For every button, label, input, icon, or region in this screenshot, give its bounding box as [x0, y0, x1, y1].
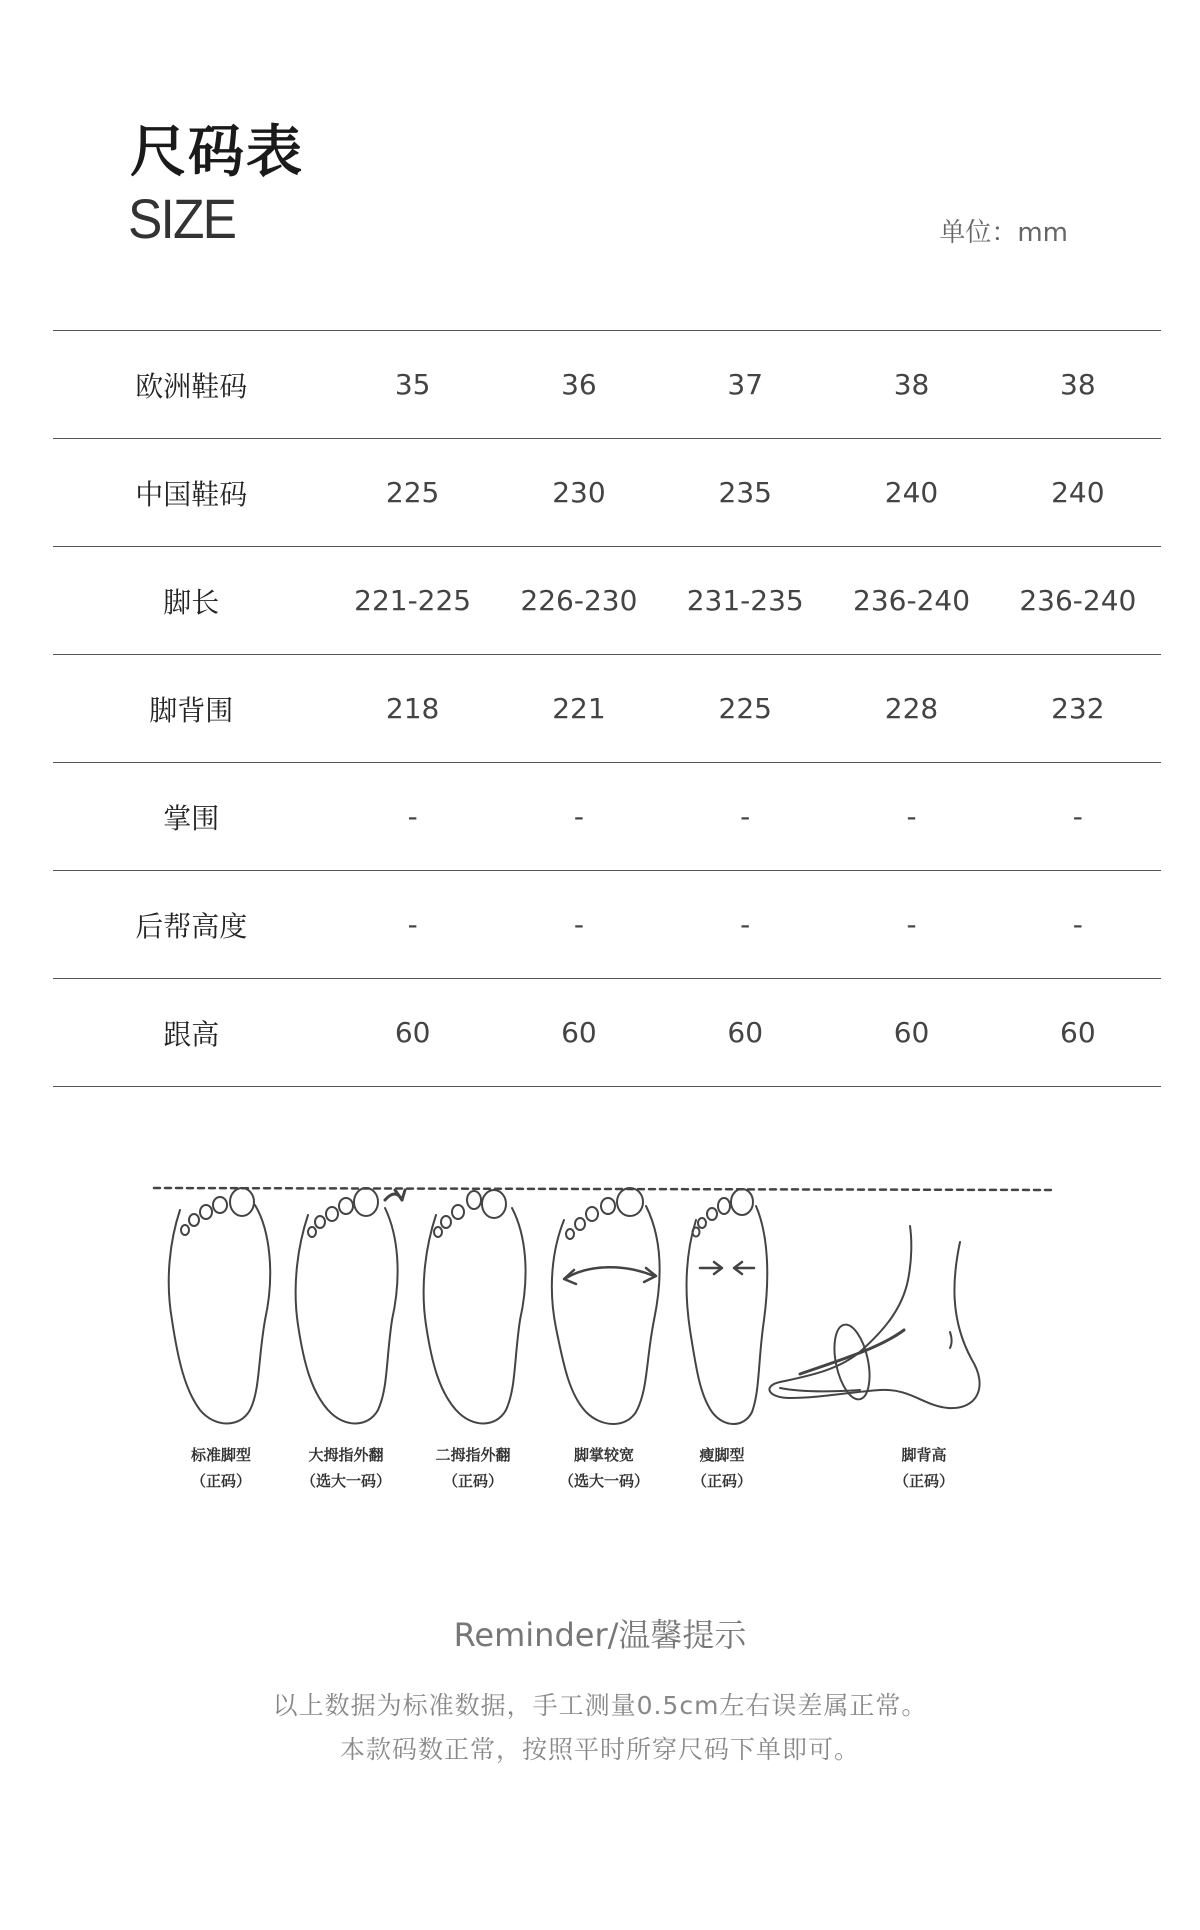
foot-type-note: （选大一码）: [300, 1472, 391, 1490]
foot-type-name: 二拇指外翻: [435, 1446, 511, 1464]
narrow-foot-icon: [687, 1189, 768, 1424]
reminder-title: Reminder/温馨提示: [453, 1616, 747, 1654]
foot-type-name: 大拇指外翻: [308, 1446, 384, 1464]
foot-caption-second-toe: [413, 1442, 533, 1494]
table-cell: 230: [552, 476, 606, 509]
foot-type-note: （正码）: [190, 1472, 251, 1490]
table-cell: 236-240: [1019, 584, 1137, 617]
table-cell: 240: [1051, 476, 1105, 509]
table-cell: 60: [394, 1016, 431, 1049]
page-subtitle: SIZE: [128, 187, 236, 250]
table-row: [53, 655, 1161, 763]
wide-foot-icon: [552, 1188, 660, 1424]
table-row: [53, 547, 1161, 655]
table-cell: -: [906, 908, 917, 941]
table-cell: 232: [1051, 692, 1105, 725]
foot-caption-bunion: [286, 1442, 406, 1494]
table-cell: -: [407, 800, 418, 833]
foot-caption-narrow: [662, 1442, 782, 1494]
foot-type-name: 标准脚型: [190, 1446, 251, 1464]
table-cell: 218: [385, 692, 440, 725]
foot-type-note: （正码）: [691, 1472, 752, 1490]
foot-caption-standard: [161, 1442, 281, 1494]
table-cell: 35: [394, 368, 431, 401]
table-cell: -: [407, 908, 418, 941]
foot-type-name: 瘦脚型: [699, 1446, 745, 1464]
table-row: [53, 871, 1161, 979]
foot-illustrations: [140, 1160, 1060, 1450]
table-cell: 36: [561, 368, 597, 401]
size-table: [53, 330, 1161, 1087]
table-cell: -: [740, 800, 751, 833]
standard-foot-icon: [169, 1188, 270, 1424]
table-cell: 60: [727, 1016, 764, 1049]
row-label: 后帮高度: [135, 909, 248, 943]
second-toe-foot-icon: [424, 1190, 526, 1424]
table-cell: 38: [893, 368, 930, 401]
table-row: [53, 979, 1161, 1087]
toe-guide-line: [154, 1188, 1052, 1190]
table-cell: -: [573, 800, 584, 833]
table-cell: -: [1072, 908, 1083, 941]
row-label: 脚背围: [149, 693, 234, 727]
table-cell: 228: [884, 692, 939, 725]
foot-type-diagram: [140, 1160, 1060, 1510]
reminder-line-1: 以上数据为标准数据，手工测量0.5cm左右误差属正常。: [272, 1691, 928, 1720]
table-cell: 221-225: [354, 584, 472, 617]
foot-caption-high-instep: [864, 1442, 984, 1494]
table-cell: -: [1072, 800, 1083, 833]
table-cell: 221: [552, 692, 606, 725]
table-row: [53, 439, 1161, 547]
high-instep-foot-icon: [769, 1226, 979, 1408]
table-row: [53, 763, 1161, 871]
foot-type-note: （正码）: [442, 1472, 503, 1490]
row-label: 欧洲鞋码: [135, 369, 248, 403]
foot-type-name: 脚掌较宽: [573, 1446, 634, 1464]
table-cell: 37: [727, 368, 764, 401]
row-label: 中国鞋码: [135, 477, 248, 511]
foot-type-note: （正码）: [893, 1472, 954, 1490]
table-cell: 225: [385, 476, 440, 509]
page-title: 尺码表: [130, 120, 304, 185]
table-cell: 240: [884, 476, 939, 509]
table-cell: 231-235: [686, 584, 804, 617]
table-cell: -: [906, 800, 917, 833]
table-cell: 236-240: [853, 584, 971, 617]
table-cell: 60: [1060, 1016, 1096, 1049]
table-cell: 235: [718, 476, 772, 509]
table-cell: 60: [561, 1016, 597, 1049]
unit-label: 单位：mm: [939, 218, 1068, 248]
row-label: 脚长: [163, 585, 220, 619]
table-cell: -: [740, 908, 751, 941]
row-label: 掌围: [163, 801, 220, 835]
foot-type-note: （选大一码）: [558, 1472, 649, 1490]
table-row: [53, 331, 1161, 439]
bunion-foot-icon: [296, 1188, 405, 1424]
reminder-line-2: 本款码数正常，按照平时所穿尺码下单即可。: [339, 1735, 860, 1764]
foot-caption-wide: [544, 1442, 664, 1494]
table-cell: 226-230: [520, 584, 638, 617]
table-cell: 38: [1060, 368, 1096, 401]
table-cell: -: [573, 908, 584, 941]
foot-type-name: 脚背高: [901, 1446, 947, 1464]
table-cell: 60: [893, 1016, 930, 1049]
row-label: 跟高: [163, 1017, 220, 1051]
table-cell: 225: [718, 692, 772, 725]
